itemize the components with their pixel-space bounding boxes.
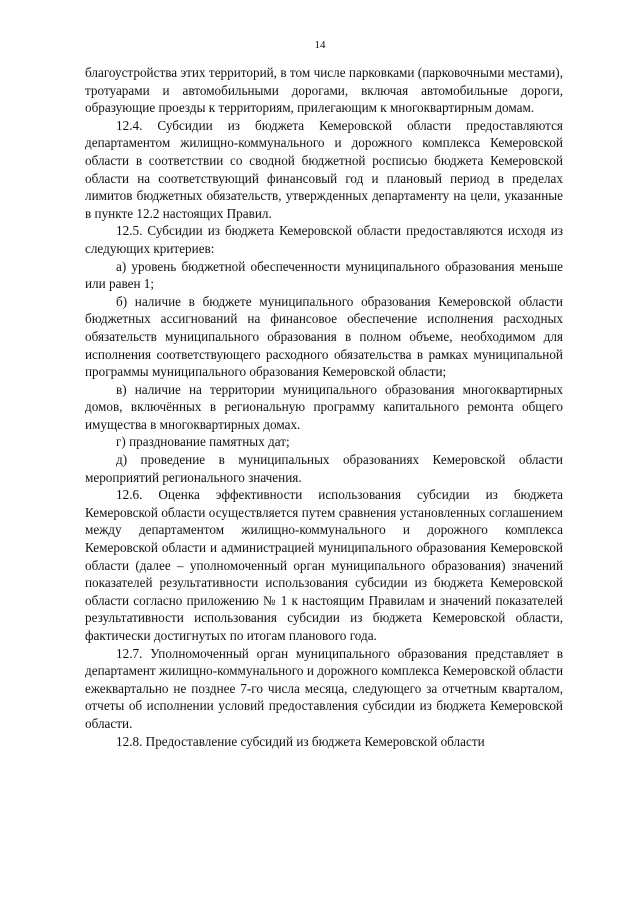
paragraph-12-5: 12.5. Субсидии из бюджета Кемеровской области предоставляются исходя из следующих критериев:	[85, 223, 563, 256]
paragraph-12-8: 12.8. Предоставление субсидий из бюджета Кемеровской области	[116, 733, 485, 749]
criterion-b: б) наличие в бюджете муниципального образования Кемеровской области бюджетных ассигнований на финансовое обеспечение исполнения расходных обязательств муниципального образования в полном объеме, необходимом для исполнения соответствующего расходного обязательства в рамках муниципальной программы муниципального образования Кемеровской области;	[85, 293, 563, 380]
page-number: 14	[314, 39, 326, 51]
paragraph-continuation: благоустройства этих территорий, в том числе парковками (парковочными местами), тротуарами и автомобильными дорогами, включая автомобильные дороги, образующие проезды к территориям, прилегающим к многоквартирным домам.	[85, 65, 563, 116]
paragraph-12-7: 12.7. Уполномоченный орган муниципального образования представляет в департамент жилищно-коммунального и дорожного комплекса Кемеровской области ежеквартально не позднее 7-го числа месяца, следующего за отчетным кварталом, отчеты об исполнении условий предоставления субсидии из бюджета Кемеровской области.	[85, 645, 563, 731]
criterion-g: г) празднование памятных дат;	[116, 434, 290, 450]
criterion-a: а) уровень бюджетной обеспеченности муниципального образования меньше или равен 1;	[85, 258, 563, 292]
document-text	[85, 64, 563, 750]
paragraph-12-4: 12.4. Субсидии из бюджета Кемеровской области предоставляются департаментом жилищно-коммунального и дорожного комплекса Кемеровской области в соответствии со сводной бюджетной росписью бюджета Кемеровской области на соответствующий финансовый год и плановый период в пределах лимитов бюджетных обязательств, утвержденных департаменту на цели, указанные в пункте 12.2 настоящих Правил.	[85, 117, 563, 221]
criterion-v: в) наличие на территории муниципального образования многоквартирных домов, включённых в региональную программу капитального ремонта общего имущества в многоквартирных домах.	[85, 381, 563, 432]
criterion-d: д) проведение в муниципальных образованиях Кемеровской области мероприятий регионального значения.	[85, 452, 563, 485]
paragraph-12-6: 12.6. Оценка эффективности использования субсидии из бюджета Кемеровской области осуществляется путем сравнения установленных соглашением между департаментом жилищно-коммунального и дорожного комплекса Кемеровской области и администрацией муниципального образования Кемеровской области (далее – уполномоченный орган муниципального образования) значений показателей результативности использования субсидии из бюджета Кемеровской области согласно приложению № 1 к настоящим Правилам и значений показателей результативности использования субсидии из бюджета Кемеровской области, фактически достигнутых по итогам планового года.	[85, 487, 563, 643]
